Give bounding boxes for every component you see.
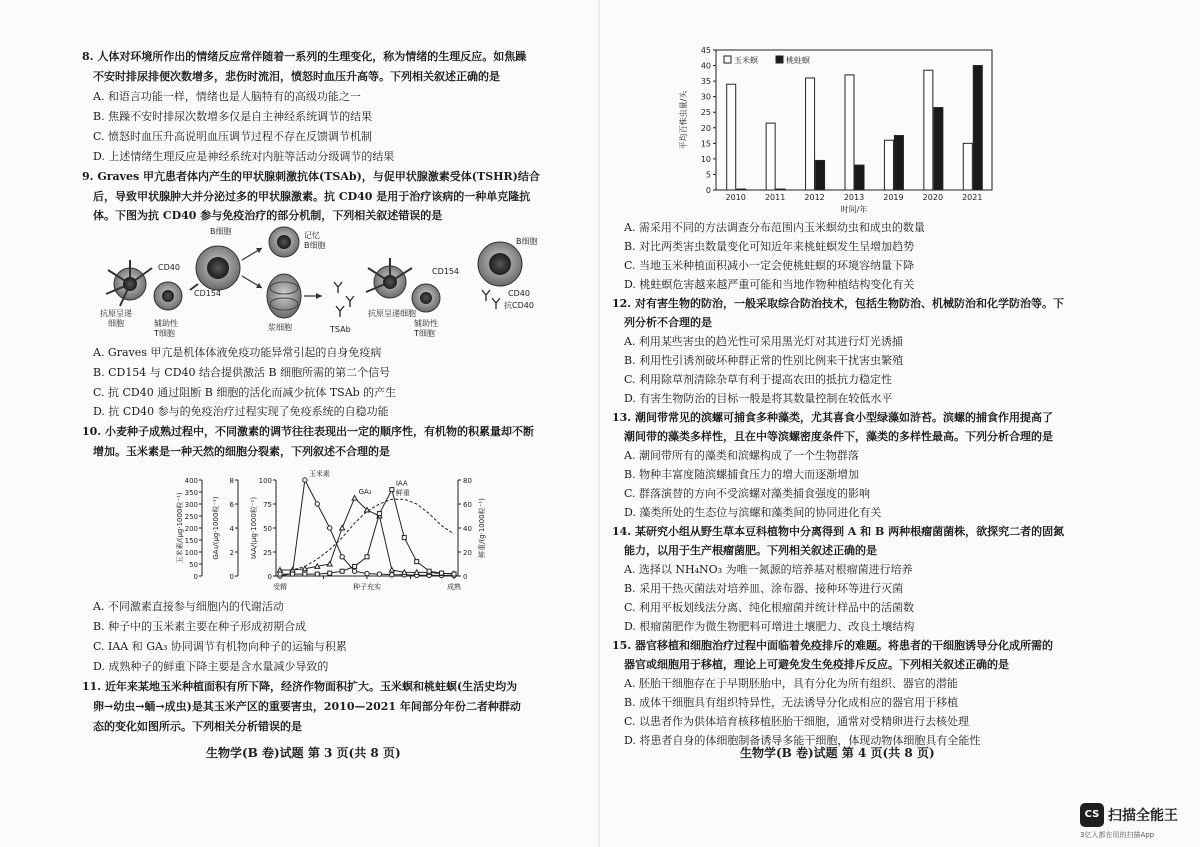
x-axis-title: 时间/年 [840, 205, 868, 214]
x-tick-label-2010: 2010 [725, 193, 746, 202]
q13-option-b: B. 物种丰富度随滨螺捕食压力的增大而逐渐增加 [624, 468, 860, 481]
point-2-5 [340, 569, 344, 573]
axis-2-tick-label-75: 75 [263, 501, 272, 509]
point-1-3 [315, 564, 320, 569]
bar-2010-1 [737, 189, 746, 190]
b-cell [190, 246, 240, 290]
label-th-right-1: 辅助性 [414, 319, 438, 328]
x-tick-label-2020: 2020 [922, 193, 944, 202]
q11-stem-line3: 态的变化如图所示。下列相关分析错误的是 [93, 720, 302, 733]
q9-option-a: A. Graves 甲亢是机体体液免疫功能异常引起的自身免疫病 [93, 346, 382, 359]
axis-0-tick-label-100: 100 [184, 549, 198, 557]
bar-2012-0 [806, 78, 815, 190]
q15-stem-line2: 器官或细胞用于移植，理论上可避免发生免疫排斥反应。下列相关叙述正确的是 [624, 658, 1009, 671]
label-apc-right: 抗原呈递细胞 [368, 309, 416, 318]
q15-option-d: D. 将患者自身的体细胞制备诱导多能干细胞，体现动物体细胞具有全能性 [624, 734, 981, 747]
q12-option-a: A. 利用某些害虫的趋光性可采用黑光灯对其进行灯光诱捕 [624, 335, 903, 348]
right-page [600, 0, 1200, 847]
axis-0-tick-label-0: 0 [193, 573, 198, 581]
point-2-1 [290, 572, 294, 576]
q12-option-d: D. 有害生物防治的目标一般是将其数量控制在较低水平 [624, 392, 893, 405]
point-2-9 [390, 488, 394, 492]
bar-2021-0 [963, 143, 972, 190]
q13-stem-line2: 潮间带的藻类多样性，且在中等滨螺密度条件下，藻类的多样性最高。下列分析合理的是 [624, 430, 1053, 443]
q11-option-c: C. 当地玉米种植面积减小一定会使桃蛀螟的环境容纳量下降 [624, 259, 915, 272]
q9-option-c: C. 抗 CD40 通过阻断 B 细胞的活化而减少抗体 TSAb 的产生 [93, 386, 397, 399]
q12-stem-line2: 列分析不合理的是 [624, 316, 712, 329]
bar-2019-0 [884, 140, 893, 190]
x-tick-label-2012: 2012 [804, 193, 825, 202]
x-tick-label-4: 成熟 [447, 583, 461, 591]
q8-option-c: C. 愤怒时血压升高说明血压调节过程不存在反馈调节机制 [93, 130, 373, 143]
q14-stem-line1: 14. 某研究小组从野生草本豆科植物中分离得到 A 和 B 两种根瘤菌菌株，欲探究二者的固氮 [612, 525, 1065, 538]
q11-stem-line2: 卵→幼虫→蛹→成虫)是其玉米产区的重要害虫，2010—2021 年间部分年份二者种群动 [93, 700, 521, 713]
axis-2-tick-label-50: 50 [263, 525, 272, 533]
axis-3-tick-label-80: 80 [463, 477, 472, 485]
y-tick-label-30: 30 [700, 92, 711, 102]
q14-option-c: C. 利用平板划线法分离、纯化根瘤菌并统计样品中的活菌数 [624, 601, 915, 614]
legend-label-1: 桃蛀螟 [786, 56, 810, 65]
q8-option-b: B. 焦躁不安时排尿次数增多仅是自主神经系统调节的结果 [93, 110, 373, 123]
axis-0-tick-label-50: 50 [189, 561, 198, 569]
y-tick-label-35: 35 [700, 77, 711, 87]
q11-stem-line1: 11. 近年来某地玉米种植面积有所下降，经济作物面积扩大。玉米螟和桃蛀螟(生活史均为 [82, 680, 518, 693]
y-tick-label-10: 10 [700, 154, 711, 164]
label-cd154: CD154 [194, 289, 222, 298]
bar-2012-1 [816, 160, 825, 190]
q10-option-a: A. 不同激素直接参与细胞内的代谢活动 [93, 600, 284, 613]
point-2-0 [278, 572, 282, 576]
q11-option-d: D. 桃蛀螟危害越来越严重可能和当地作物种植结构变化有关 [624, 278, 915, 291]
series-label-1: GA₃ [358, 488, 372, 496]
q9-stem-line3: 体。下图为抗 CD40 参与免疫治疗的部分机制，下列相关叙述错误的是 [93, 209, 443, 222]
legend-swatch-0 [724, 56, 731, 63]
x-tick-label-2011: 2011 [764, 193, 786, 202]
legend-label-0: 玉米螟 [734, 56, 758, 65]
watermark-tagline: 3亿人都在用的扫描App [1080, 831, 1155, 839]
series-label-0: 玉米素 [308, 470, 330, 478]
x-tick-label-0: 受精 [273, 583, 287, 591]
point-1-5 [340, 526, 345, 531]
point-1-4 [327, 562, 332, 567]
series-label-2: IAA [395, 479, 408, 488]
axis-1-tick-label-2: 2 [229, 549, 234, 557]
q15-option-b: B. 成体干细胞具有组织特异性，无法诱导分化成相应的器官用于移植 [624, 696, 959, 709]
x-tick-label-2013: 2013 [843, 193, 865, 202]
axis-0-tick-label-400: 400 [184, 477, 198, 485]
point-2-14 [452, 572, 456, 576]
label-anti-cd40: 抗CD40 [504, 301, 534, 310]
y-tick-label-0: 0 [705, 186, 711, 195]
scanner-watermark [1080, 803, 1192, 843]
label-memory-2: B细胞 [304, 241, 326, 250]
bar-2013-0 [845, 75, 854, 190]
point-2-13 [440, 571, 444, 575]
q13-stem-line1: 13. 潮间带常见的滨螺可捕食多种藻类，尤其喜食小型绿藻如浒苔。滨螺的捕食作用提高了 [612, 411, 1053, 424]
point-2-8 [377, 512, 381, 516]
axis-title-1: GA₃/(μg·1000粒⁻¹) [212, 496, 220, 560]
q10-option-c: C. IAA 和 GA₃ 协同调节有机物向种子的运输与积累 [93, 640, 347, 653]
q13-option-a: A. 潮间带所有的藻类和滨螺构成了一个生物群落 [624, 449, 859, 462]
axis-1-tick-label-4: 4 [229, 525, 234, 533]
axis-0-tick-label-300: 300 [184, 501, 198, 509]
bar-2020-1 [934, 108, 943, 190]
point-2-4 [328, 571, 332, 575]
immune-mechanism-diagram [90, 224, 550, 342]
hormone-line-chart [172, 466, 502, 596]
plasma-cell [267, 274, 301, 318]
label-tsab: TSAb [330, 325, 351, 334]
bar-2020-0 [924, 70, 933, 190]
right-page-footer: 生物学(B 卷)试题 第 4 页(共 8 页) [740, 746, 935, 760]
q15-option-a: A. 胚胎干细胞存在于早期胚胎中，具有分化为所有组织、器官的潜能 [624, 677, 958, 690]
label-b-cell: B细胞 [210, 227, 232, 236]
point-0-3 [315, 502, 319, 506]
y-tick-label-20: 20 [700, 123, 711, 133]
axis-title-0: 玉米素/(μg·1000粒⁻¹) [176, 492, 184, 564]
q9-stem-line2: 后，导致甲状腺肿大并分泌过多的甲状腺激素。抗 CD40 是用于治疗该病的一种单克隆抗 [93, 190, 531, 203]
axis-0-tick-label-250: 250 [184, 513, 198, 521]
axis-title-2: IAA/(μg·1000粒⁻¹) [250, 496, 258, 560]
point-2-2 [303, 572, 307, 576]
axis-1-tick-label-0: 0 [229, 573, 234, 581]
legend-swatch-1 [776, 56, 783, 63]
q10-option-b: B. 种子中的玉米素主要在种子形成初期合成 [93, 620, 307, 633]
label-apc-2: 细胞 [108, 319, 124, 328]
q8-stem-line1: 8. 人体对环境所作出的情绪反应常伴随着一系列的生理变化，称为情绪的生理反应。如焦躁 [82, 50, 527, 63]
label-apc-1: 抗原呈递 [100, 309, 132, 318]
point-2-10 [402, 536, 406, 540]
q9-option-d: D. 抗 CD40 参与的免疫治疗过程实现了免疫系统的自稳功能 [93, 405, 389, 418]
tsab-antibodies [334, 282, 354, 317]
point-0-8 [377, 572, 381, 576]
label-b-cell-right: B细胞 [516, 237, 538, 246]
point-1-11 [414, 570, 419, 575]
point-0-7 [365, 571, 369, 575]
left-page-footer: 生物学(B 卷)试题 第 3 页(共 8 页) [206, 746, 401, 760]
axis-1-tick-label-8: 8 [229, 477, 234, 485]
q12-option-b: B. 利用性引诱剂破坏种群正常的性别比例来干扰害虫繁殖 [624, 354, 904, 367]
axis-3-tick-label-20: 20 [463, 549, 472, 557]
point-0-9 [390, 573, 394, 577]
q15-stem-line1: 15. 器官移植和细胞治疗过程中面临着免疫排斥的难题。将患者的干细胞诱导分化成所需的 [612, 639, 1053, 652]
q10-option-d: D. 成熟种子的鲜重下降主要是含水量减少导致的 [93, 660, 329, 673]
point-2-11 [415, 560, 419, 564]
point-0-6 [352, 569, 356, 573]
q14-option-d: D. 根瘤菌肥作为微生物肥料可增进土壤肥力、改良土壤结构 [624, 620, 915, 633]
y-tick-label-40: 40 [700, 61, 711, 71]
q8-option-a: A. 和语言功能一样，情绪也是人脑特有的高级功能之一 [93, 90, 361, 103]
y-tick-label-5: 5 [705, 170, 711, 180]
label-th-2: T细胞 [154, 329, 175, 338]
q14-option-b: B. 采用干热灭菌法对培养皿、涂布器、接种环等进行灭菌 [624, 582, 904, 595]
pest-bar-chart [672, 42, 1012, 216]
q8-stem-line2: 不安时排尿排便次数增多，悲伤时流泪，愤怒时血压升高等。下列相关叙述正确的是 [93, 70, 500, 83]
label-cd40-right: CD40 [508, 289, 530, 298]
q15-option-c: C. 以患者作为供体培育核移植胚胎干细胞，通常对受精卵进行去核处理 [624, 715, 970, 728]
point-2-12 [427, 569, 431, 573]
axis-3-tick-label-0: 0 [463, 573, 468, 581]
y-tick-label-15: 15 [700, 139, 711, 149]
point-0-5 [340, 555, 344, 559]
bar-2011-0 [766, 123, 775, 190]
apc-cell-right [366, 258, 412, 298]
point-1-6 [352, 496, 357, 501]
q8-option-d: D. 上述情绪生理反应是神经系统对内脏等活动分级调节的结果 [93, 150, 395, 163]
q13-option-d: D. 藻类所处的生态位与滨螺和藻类间的协同进化有关 [624, 506, 882, 519]
y-tick-label-45: 45 [700, 46, 711, 55]
label-memory-1: 记忆 [304, 231, 320, 240]
q11-option-a: A. 需采用不同的方法调查分布范围内玉米螟幼虫和成虫的数量 [624, 221, 925, 234]
bar-2019-1 [894, 136, 903, 190]
axis-0-tick-label-200: 200 [184, 525, 198, 533]
q11-option-b: B. 对比两类害虫数量变化可知近年来桃蛀螟发生呈增加趋势 [624, 240, 915, 253]
series-line-2 [280, 490, 454, 574]
bar-2021-1 [973, 66, 982, 190]
axis-0-tick-label-350: 350 [184, 489, 198, 497]
point-2-3 [315, 572, 319, 576]
point-1-10 [402, 570, 407, 575]
bar-2010-0 [727, 84, 736, 190]
series-label-3: 鲜重 [395, 489, 410, 498]
q14-option-a: A. 选择以 NH₄NO₃ 为唯一氮源的培养基对根瘤菌进行培养 [624, 563, 913, 576]
q12-stem-line1: 12. 对有害生物的防治，一般采取综合防治技术，包括生物防治、机械防治和化学防治等。下 [612, 297, 1064, 310]
axis-1-tick-label-6: 6 [229, 501, 234, 509]
label-plasma: 浆细胞 [268, 323, 292, 332]
q9-stem-line1: 9. Graves 甲亢患者体内产生的甲状腺刺激抗体(TSAb)，与促甲状腺激素受体(TSHR)结合 [82, 170, 540, 183]
bar-2013-1 [855, 165, 864, 190]
axis-2-tick-label-100: 100 [258, 477, 272, 485]
label-cd40: CD40 [158, 263, 180, 272]
camscanner-logo-icon: CS [1080, 803, 1104, 827]
q14-stem-line2: 能力，以用于生产根瘤菌肥。下列相关叙述正确的是 [624, 544, 877, 557]
label-th-1: 辅助性 [154, 319, 178, 328]
x-tick-label-2: 种子充实 [353, 583, 381, 591]
y-tick-label-25: 25 [700, 108, 711, 118]
point-0-2 [303, 478, 307, 482]
q9-option-b: B. CD154 与 CD40 结合提供激活 B 细胞所需的第二个信号 [93, 366, 391, 379]
axis-title-3: 鲜重/(g·1000粒⁻¹) [478, 498, 486, 558]
label-cd154-right: CD154 [432, 267, 460, 276]
point-2-6 [353, 564, 357, 568]
axis-2-tick-label-25: 25 [263, 549, 272, 557]
axis-3-tick-label-60: 60 [463, 501, 472, 509]
anti-cd40-antibodies [482, 290, 500, 309]
point-1-2 [302, 566, 307, 571]
bar-2011-1 [776, 189, 785, 190]
apc-cell-left [106, 260, 152, 306]
axis-2-tick-label-0: 0 [267, 573, 272, 581]
x-tick-label-2019: 2019 [883, 193, 904, 202]
point-2-7 [365, 555, 369, 559]
watermark-app-name: 扫描全能王 [1108, 808, 1178, 824]
point-1-9 [389, 568, 394, 573]
x-tick-label-2021: 2021 [962, 193, 983, 202]
y-axis-title: 平均百株虫量/头 [679, 90, 688, 150]
q12-option-c: C. 利用除草剂清除杂草有利于提高农田的抵抗力稳定性 [624, 373, 893, 386]
q13-option-c: C. 群落演替的方向不受滨螺对藻类捕食强度的影响 [624, 487, 871, 500]
point-0-4 [328, 526, 332, 530]
axis-0-tick-label-150: 150 [184, 537, 198, 545]
q10-stem-line1: 10. 小麦种子成熟过程中，不同激素的调节往往表现出一定的顺序性，有机物的积累量却不断 [82, 425, 534, 438]
axis-3-tick-label-40: 40 [463, 525, 472, 533]
q10-stem-line2: 增加。玉米素是一种天然的细胞分裂素，下列叙述不合理的是 [93, 445, 390, 458]
label-th-right-2: T细胞 [414, 329, 435, 338]
